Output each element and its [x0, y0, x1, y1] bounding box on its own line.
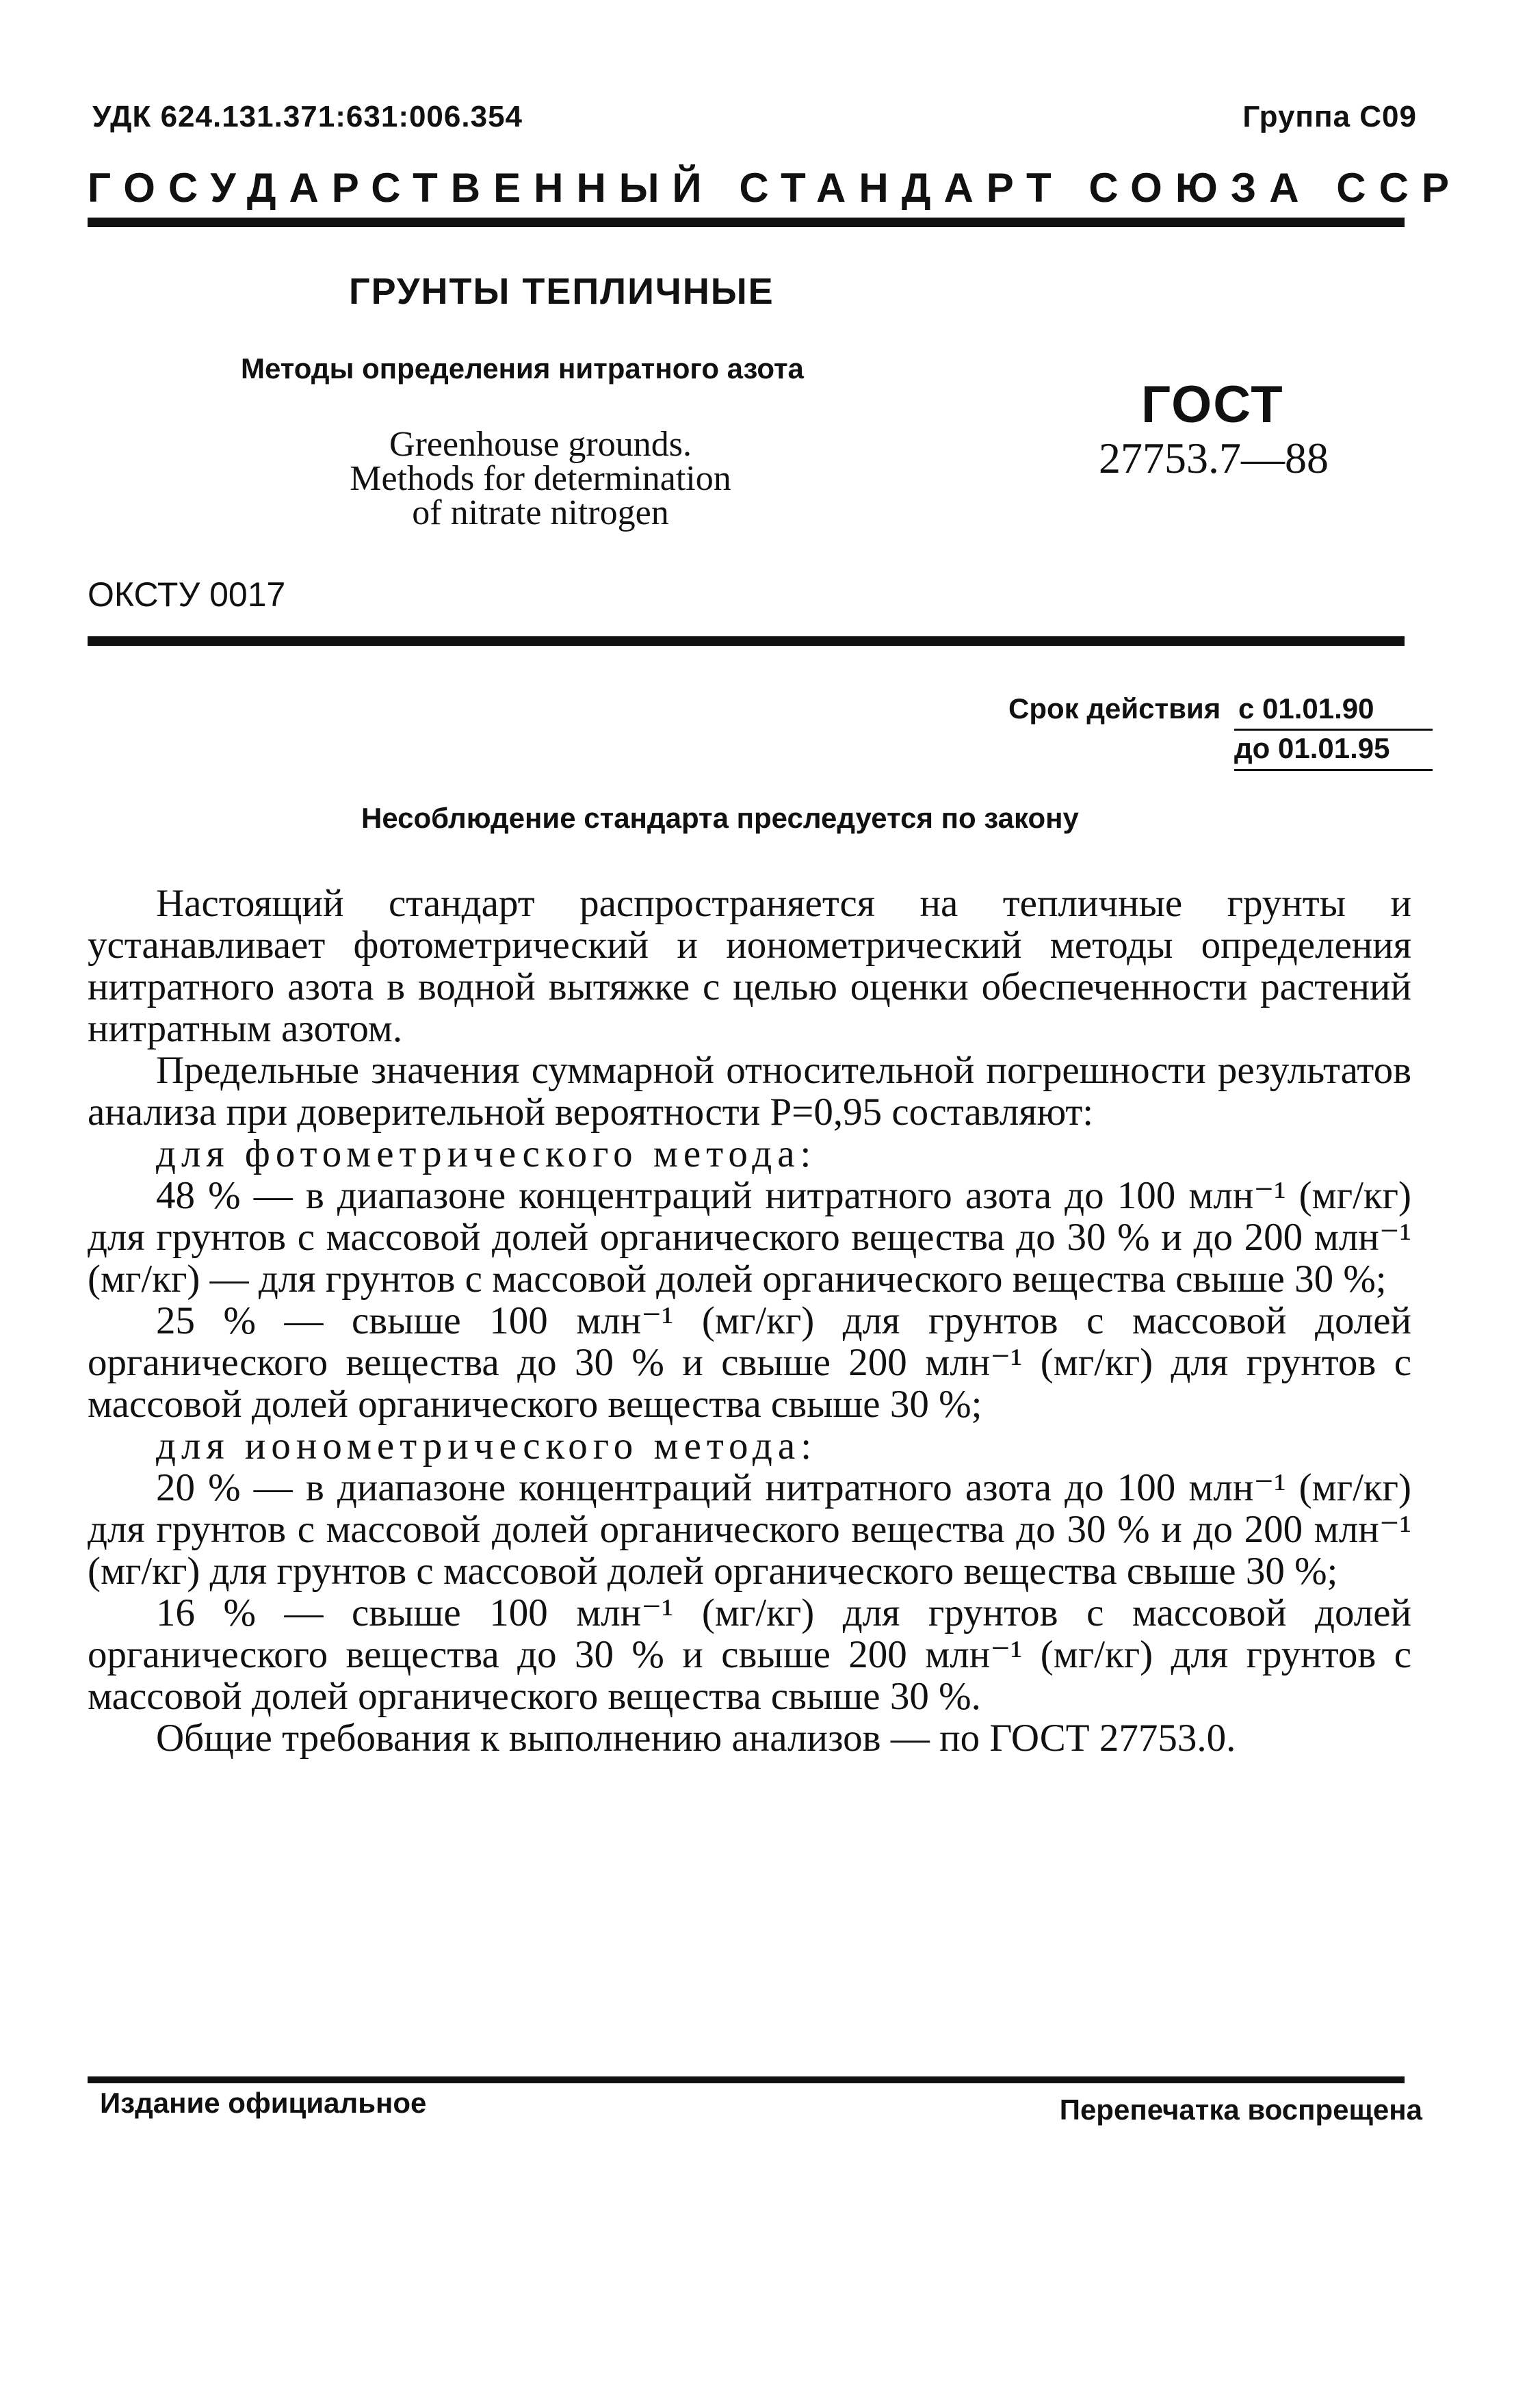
english-title-line-1: Greenhouse grounds.	[389, 425, 692, 464]
validity-from-underline	[1234, 729, 1433, 731]
photometric-method-heading: для фотометрического метода:	[156, 1132, 817, 1175]
body-paragraph-error-limits: Предельные значения суммарной относительной погрешности результатов анализа при доверительной вероятности P=0,95 составляют:	[88, 1049, 1411, 1134]
validity-from-date: с 01.01.90	[1238, 692, 1374, 725]
footer-divider	[88, 2076, 1405, 2083]
middle-divider	[88, 636, 1405, 646]
body-paragraph-photometric-48: 48 % — в диапазоне концентраций нитратного азота до 100 млн⁻¹ (мг/кг) для грунтов с массовой долей органического вещества до 30 % и до 200 млн⁻¹ (мг/кг) — для грунтов с массовой долей органического вещества свыше 30 %;	[88, 1174, 1411, 1301]
body-text	[88, 883, 1411, 1759]
document-subtitle: Методы определения нитратного азота	[241, 352, 804, 385]
udk-code: УДК 624.131.371:631:006.354	[92, 100, 523, 133]
body-paragraph-general-requirements: Общие требования к выполнению анализов — по ГОСТ 27753.0.	[156, 1717, 1236, 1760]
validity-to-underline	[1234, 769, 1433, 771]
body-paragraph-scope: Настоящий стандарт распространяется на тепличные грунты и устанавливает фотометрический и ионометрический методы определения нитратного азота в водной вытяжке с целью оценки обеспеченности растений нитратным азотом.	[88, 882, 1411, 1050]
document-title: ГРУНТЫ ТЕПЛИЧНЫЕ	[349, 271, 774, 312]
okstu-code: ОКСТУ 0017	[88, 575, 286, 614]
validity-label: Срок действия	[1008, 692, 1221, 725]
gost-label: ГОСТ	[1141, 376, 1284, 434]
english-title-line-3: of nitrate nitrogen	[412, 493, 669, 532]
law-notice: Несоблюдение стандарта преследуется по закону	[361, 802, 1079, 834]
english-title	[287, 425, 794, 532]
gost-number: 27753.7—88	[1099, 434, 1329, 482]
body-paragraph-ionometric-20: 20 % — в диапазоне концентраций нитратного азота до 100 млн⁻¹ (мг/кг) для грунтов с массовой долей органического вещества до 30 % и до 200 млн⁻¹ (мг/кг) для грунтов с массовой долей органического вещества свыше 30 %;	[88, 1466, 1411, 1593]
body-paragraph-ionometric-16: 16 % — свыше 100 млн⁻¹ (мг/кг) для грунтов с массовой долей органического вещества до 30 % и свыше 200 млн⁻¹ (мг/кг) для грунтов с массовой долей органического вещества свыше 30 %.	[88, 1591, 1411, 1718]
group-code: Группа С09	[1242, 100, 1417, 133]
validity-to-date: до 01.01.95	[1234, 732, 1390, 764]
reprint-prohibited-label: Перепечатка воспрещена	[1059, 2094, 1422, 2126]
body-paragraph-photometric-25: 25 % — свыше 100 млн⁻¹ (мг/кг) для грунтов с массовой долей органического вещества до 30 % и свыше 200 млн⁻¹ (мг/кг) для грунтов с массовой долей органического вещества свыше 30 %;	[88, 1299, 1411, 1426]
ionometric-method-heading: для ионометрического метода:	[156, 1424, 818, 1468]
official-edition-label: Издание официальное	[100, 2087, 427, 2119]
english-title-line-2: Methods for determination	[350, 459, 731, 498]
top-divider	[88, 218, 1405, 227]
state-standard-heading: ГОСУДАРСТВЕННЫЙ СТАНДАРТ СОЮЗА ССР	[88, 165, 1462, 211]
